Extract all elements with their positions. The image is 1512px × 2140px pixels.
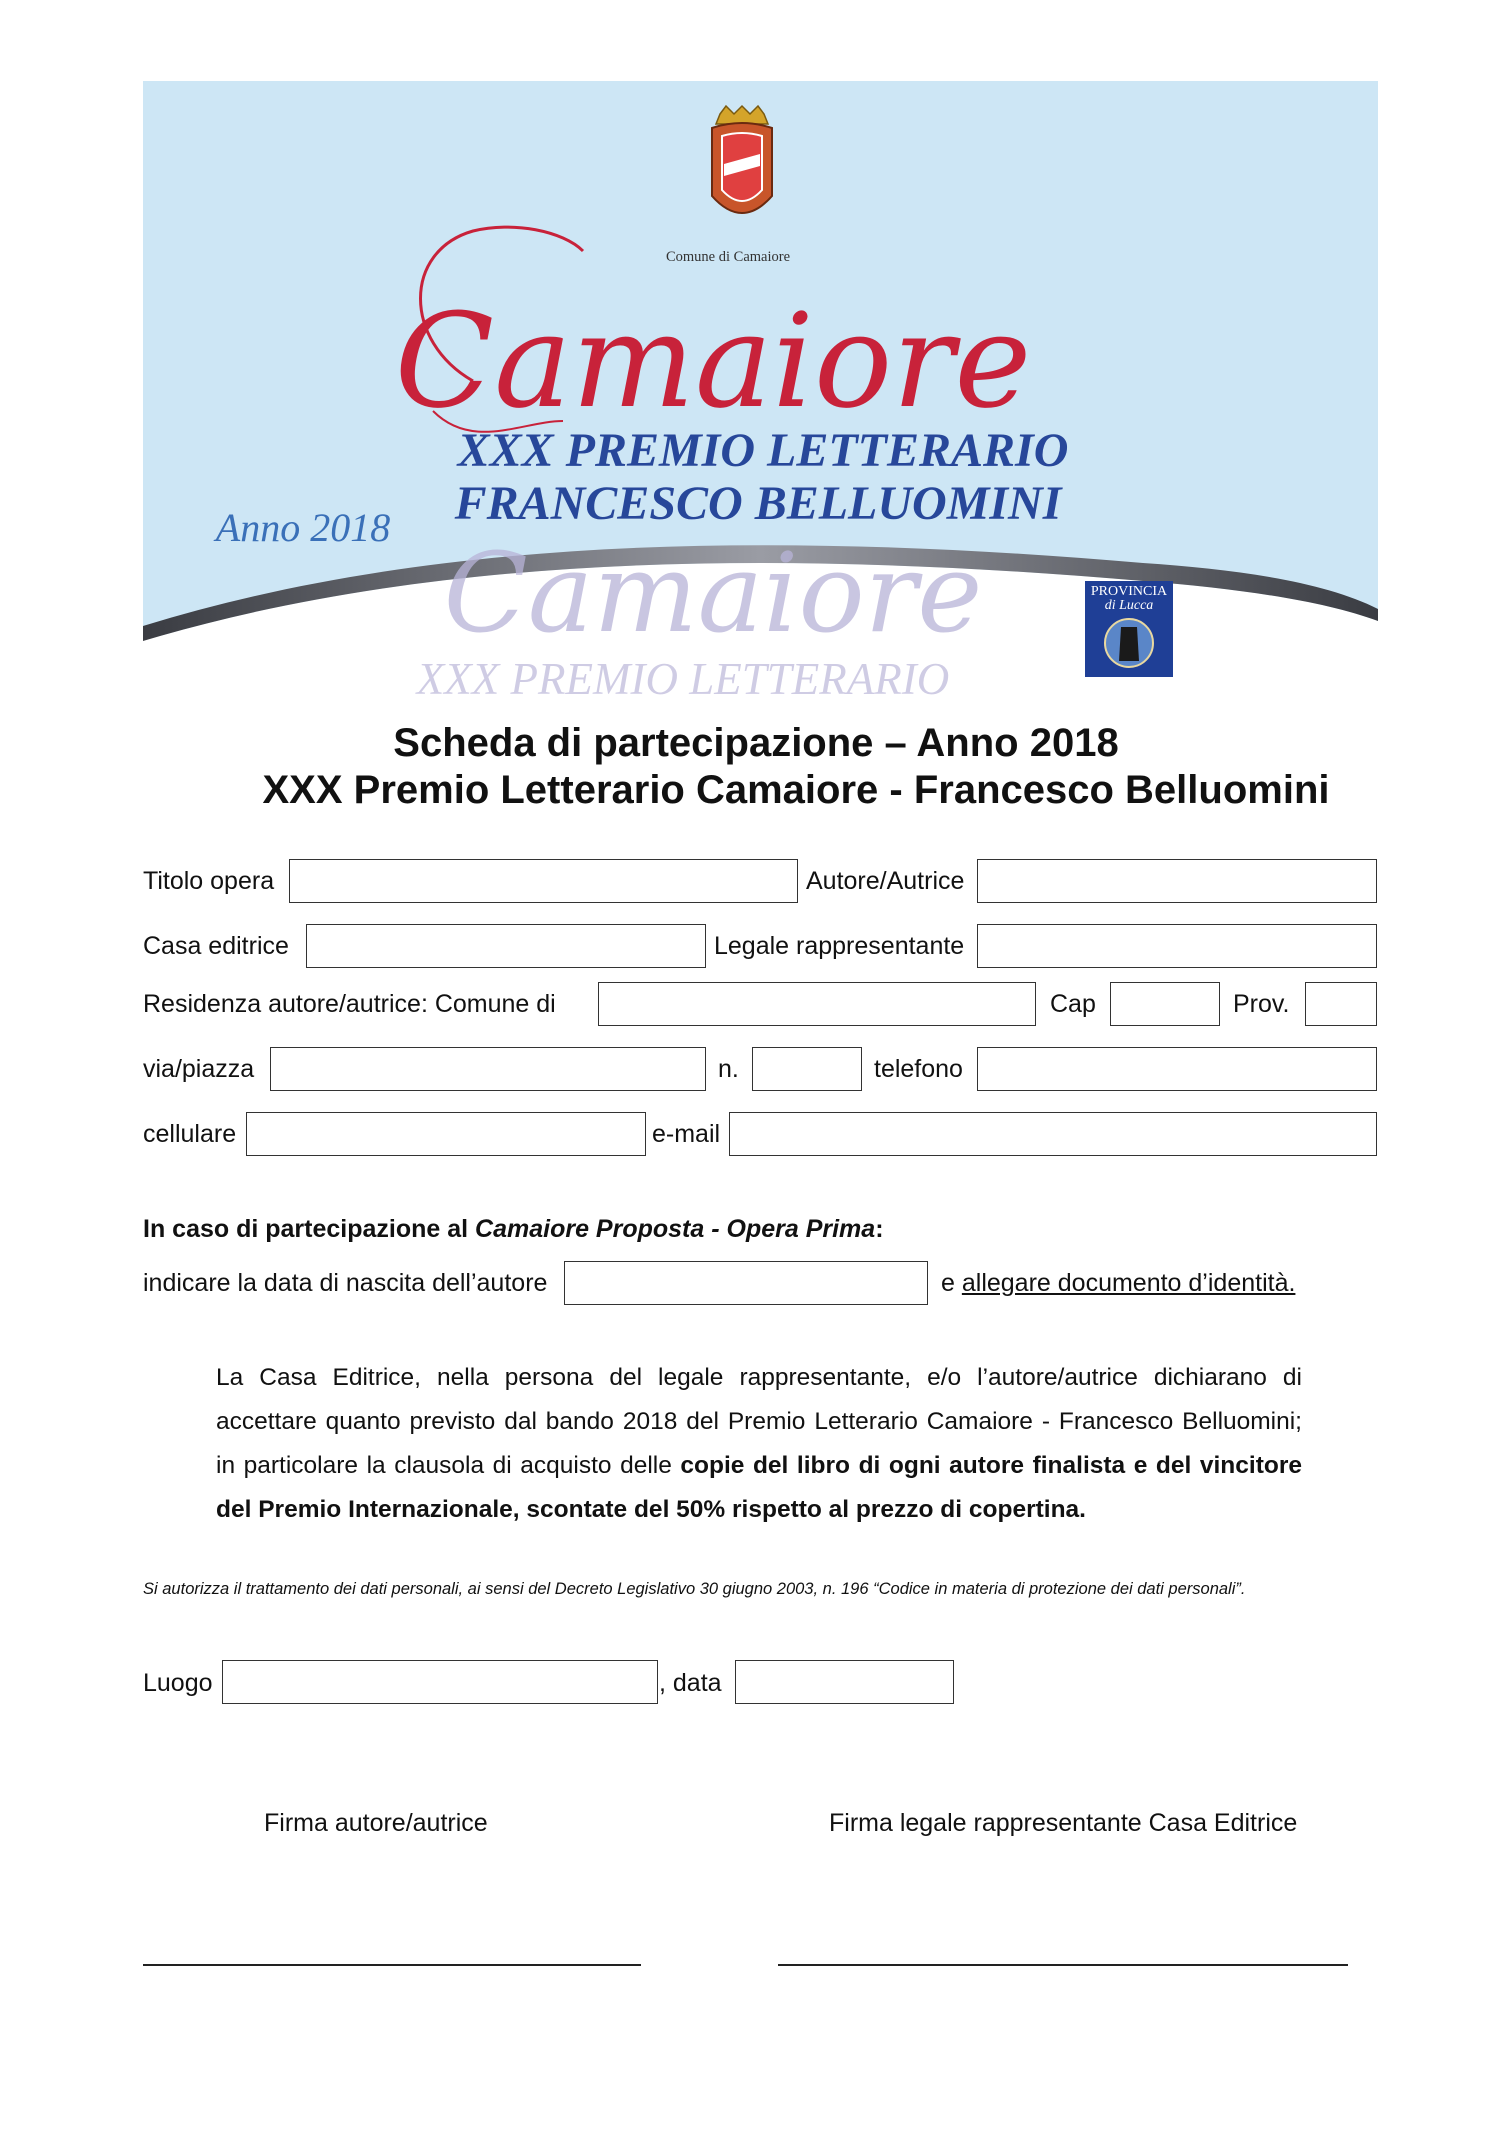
telefono-input[interactable] xyxy=(978,1048,1376,1090)
cellulare-field[interactable] xyxy=(246,1112,646,1156)
data-nascita-field[interactable] xyxy=(564,1261,928,1305)
opera-prima-suffix: : xyxy=(875,1215,884,1243)
firma-autore-label: Firma autore/autrice xyxy=(264,1809,488,1837)
banner-reflection-line: XXX PREMIO LETTERARIO xyxy=(416,654,950,701)
titolo-opera-field[interactable] xyxy=(289,859,798,903)
luogo-label: Luogo xyxy=(143,1669,213,1697)
firma-autore-line[interactable] xyxy=(143,1964,641,1966)
declaration-paragraph xyxy=(216,1356,1302,1532)
prov-input[interactable] xyxy=(1306,983,1376,1025)
email-input[interactable] xyxy=(730,1113,1376,1155)
banner-line1: XXX PREMIO LETTERARIO xyxy=(457,424,1069,477)
legale-rappresentante-label: Legale rappresentante xyxy=(714,932,965,960)
comune-crest-icon xyxy=(712,106,772,213)
data-nascita-input[interactable] xyxy=(565,1262,927,1304)
titolo-opera-label: Titolo opera xyxy=(143,867,275,895)
data-input[interactable] xyxy=(736,1661,953,1703)
telefono-label: telefono xyxy=(874,1055,963,1083)
email-label: e-mail xyxy=(652,1120,721,1148)
banner-script-title: Camaiore xyxy=(394,285,1032,437)
legale-rappresentante-field[interactable] xyxy=(977,924,1377,968)
data-field[interactable] xyxy=(735,1660,954,1704)
casa-editrice-input[interactable] xyxy=(307,925,705,967)
form-subtitle: XXX Premio Letterario Camaiore - Francesco Belluomini xyxy=(262,768,1330,812)
casa-editrice-field[interactable] xyxy=(306,924,706,968)
comune-field[interactable] xyxy=(598,982,1036,1026)
privacy-note: Si autorizza il trattamento dei dati personali, ai sensi del Decreto Legislativo 30 giugno 2003, n. 196 “Codice in materia di protezione dei dati personali”. xyxy=(143,1580,1246,1598)
autore-autrice-input[interactable] xyxy=(978,860,1376,902)
numero-input[interactable] xyxy=(753,1048,861,1090)
cap-label: Cap xyxy=(1050,990,1096,1018)
cellulare-label: cellulare xyxy=(143,1120,237,1148)
cap-field[interactable] xyxy=(1110,982,1220,1026)
casa-editrice-label: Casa editrice xyxy=(143,932,289,960)
data-nascita-label: indicare la data di nascita dell’autore xyxy=(143,1269,548,1297)
numero-field[interactable] xyxy=(752,1047,862,1091)
autore-autrice-field[interactable] xyxy=(977,859,1377,903)
header-banner xyxy=(143,81,1378,701)
provincia-line1: PROVINCIA xyxy=(1090,584,1168,599)
allegare-prefix: e xyxy=(941,1269,962,1297)
telefono-field[interactable] xyxy=(977,1047,1377,1091)
opera-prima-heading xyxy=(143,1214,884,1244)
provincia-line2: di Lucca xyxy=(1104,598,1154,613)
via-piazza-label: via/piazza xyxy=(143,1055,255,1083)
comune-input[interactable] xyxy=(599,983,1035,1025)
opera-prima-prefix: In caso di partecipazione al xyxy=(143,1215,476,1243)
via-piazza-input[interactable] xyxy=(271,1048,705,1090)
allegare-note xyxy=(941,1268,1295,1298)
allegare-documento-text: allegare documento d’identità. xyxy=(961,1269,1296,1297)
provincia-lucca-logo xyxy=(1085,581,1173,677)
email-field[interactable] xyxy=(729,1112,1377,1156)
cap-input[interactable] xyxy=(1111,983,1219,1025)
autore-autrice-label: Autore/Autrice xyxy=(806,867,965,895)
banner-reflection-word: Camaiore xyxy=(443,529,983,657)
declaration-text: La Casa Editrice, nella persona del legale rappresentante, e/o l’autore/autrice dichiarano di accettare quanto previsto dal bando 2018 del Premio Letterario Camaiore - Francesco Belluomini; in particolare la clausola di acquisto delle xyxy=(216,1364,1302,1479)
firma-legale-line[interactable] xyxy=(778,1964,1348,1966)
form-title: Scheda di partecipazione – Anno 2018 xyxy=(393,721,1119,765)
prov-field[interactable] xyxy=(1305,982,1377,1026)
banner-line2: FRANCESCO BELLUOMINI xyxy=(454,477,1062,530)
prov-label: Prov. xyxy=(1233,990,1290,1018)
via-piazza-field[interactable] xyxy=(270,1047,706,1091)
comune-label: Comune di Camaiore xyxy=(665,249,791,265)
titolo-opera-input[interactable] xyxy=(290,860,797,902)
firma-legale-label: Firma legale rappresentante Casa Editrice xyxy=(829,1809,1298,1837)
luogo-input[interactable] xyxy=(223,1661,657,1703)
data-label: , data xyxy=(659,1669,722,1697)
cellulare-input[interactable] xyxy=(247,1113,645,1155)
opera-prima-emph: Camaiore Proposta - Opera Prima xyxy=(475,1215,876,1243)
numero-label: n. xyxy=(718,1055,739,1083)
legale-rappresentante-input[interactable] xyxy=(978,925,1376,967)
declaration-bold-text: copie del libro di ogni autore finalista e del vincitore del Premio Internazionale, scontate del 50% rispetto al prezzo di copertina. xyxy=(216,1452,1302,1523)
banner-year-label: Anno 2018 xyxy=(215,505,391,550)
luogo-field[interactable] xyxy=(222,1660,658,1704)
residenza-label: Residenza autore/autrice: Comune di xyxy=(143,990,556,1018)
